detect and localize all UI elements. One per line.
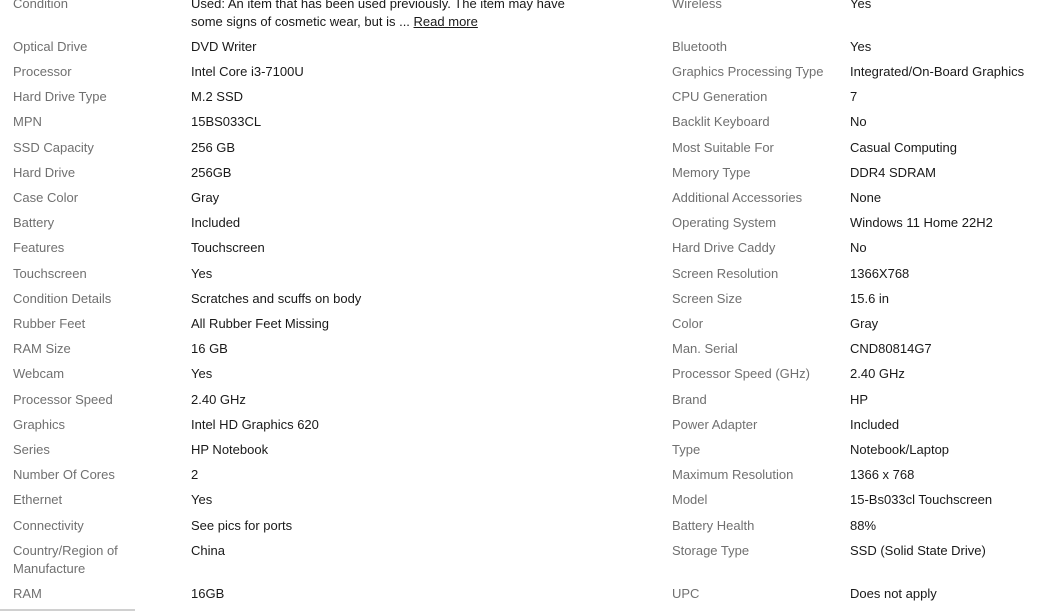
spec-value: No xyxy=(850,114,867,129)
spec-value: Notebook/Laptop xyxy=(850,442,950,457)
spec-value: All Rubber Feet Missing xyxy=(191,316,329,331)
spec-value: Casual Computing xyxy=(850,140,957,155)
spec-label: RAM xyxy=(13,586,42,601)
spec-label: Ethernet xyxy=(13,492,63,507)
spec-label: Brand xyxy=(672,392,707,407)
spec-value: Included xyxy=(191,215,241,230)
spec-label: Man. Serial xyxy=(672,341,738,356)
spec-label: Case Color xyxy=(13,190,79,205)
section-divider xyxy=(0,609,135,611)
spec-label: Power Adapter xyxy=(672,417,758,432)
spec-label: Battery xyxy=(13,215,55,230)
spec-value: Does not apply xyxy=(850,586,937,601)
spec-label: UPC xyxy=(672,586,700,601)
spec-label: Processor Speed xyxy=(13,392,113,407)
spec-label: Condition Details xyxy=(13,291,112,306)
spec-value: DVD Writer xyxy=(191,39,257,54)
spec-label: Additional Accessories xyxy=(672,190,803,205)
spec-label: Type xyxy=(672,442,701,457)
spec-label: Bluetooth xyxy=(672,39,727,54)
spec-value: 7 xyxy=(850,89,858,104)
spec-value: Gray xyxy=(191,190,220,205)
spec-label: Processor xyxy=(13,64,72,79)
spec-value: 16GB xyxy=(191,586,225,601)
spec-value: China xyxy=(191,543,225,558)
spec-value: DDR4 SDRAM xyxy=(850,165,936,180)
spec-value: 2.40 GHz xyxy=(191,392,246,407)
spec-label: Backlit Keyboard xyxy=(672,114,770,129)
spec-value: HP Notebook xyxy=(191,442,269,457)
spec-label: Storage Type xyxy=(672,543,750,558)
spec-label: Maximum Resolution xyxy=(672,467,794,482)
spec-label: Hard Drive Caddy xyxy=(672,240,776,255)
spec-value: 2 xyxy=(191,467,199,482)
spec-value: 15-Bs033cl Touchscreen xyxy=(850,492,993,507)
spec-label: Screen Resolution xyxy=(672,266,779,281)
spec-label: Series xyxy=(13,442,50,457)
spec-value: Intel HD Graphics 620 xyxy=(191,417,319,432)
spec-value: HP xyxy=(850,392,869,407)
spec-value: 2.40 GHz xyxy=(850,366,905,381)
spec-label: Hard Drive xyxy=(13,165,76,180)
spec-value: 15.6 in xyxy=(850,291,890,306)
spec-label: SSD Capacity xyxy=(13,140,94,155)
spec-value: 256 GB xyxy=(191,140,236,155)
spec-value: Yes xyxy=(191,266,213,281)
spec-label: Number Of Cores xyxy=(13,467,115,482)
spec-value: 16 GB xyxy=(191,341,228,356)
spec-label: Connectivity xyxy=(13,518,84,533)
spec-label: Condition xyxy=(13,0,68,11)
spec-value: No xyxy=(850,240,867,255)
spec-value: Yes xyxy=(850,39,872,54)
spec-label: Features xyxy=(13,240,65,255)
spec-value: Yes xyxy=(191,492,213,507)
spec-label: RAM Size xyxy=(13,341,71,356)
spec-value: Touchscreen xyxy=(191,240,265,255)
spec-label: Model xyxy=(672,492,708,507)
spec-label: Optical Drive xyxy=(13,39,88,54)
spec-label: Most Suitable For xyxy=(672,140,774,155)
spec-value: Included xyxy=(850,417,900,432)
spec-value: Windows 11 Home 22H2 xyxy=(850,215,993,230)
spec-label: Touchscreen xyxy=(13,266,87,281)
spec-label: Hard Drive Type xyxy=(13,89,107,104)
spec-label: Wireless xyxy=(672,0,722,11)
spec-value-condition xyxy=(191,0,591,30)
spec-value: CND80814G7 xyxy=(850,341,932,356)
spec-value: 15BS033CL xyxy=(191,114,262,129)
spec-label: Country/Region of Manufacture xyxy=(13,543,118,576)
spec-value: None xyxy=(850,190,882,205)
spec-value: Yes xyxy=(850,0,872,11)
spec-value: 1366X768 xyxy=(850,266,910,281)
spec-value: 1366 x 768 xyxy=(850,467,915,482)
spec-value: Intel Core i3-7100U xyxy=(191,64,304,79)
spec-label: Battery Health xyxy=(672,518,755,533)
spec-value: M.2 SSD xyxy=(191,89,244,104)
spec-value: Integrated/On-Board Graphics xyxy=(850,64,1025,79)
spec-value: SSD (Solid State Drive) xyxy=(850,543,986,558)
read-more-link[interactable]: Read more xyxy=(413,13,478,29)
spec-label: Processor Speed (GHz) xyxy=(672,366,810,381)
spec-label: Graphics Processing Type xyxy=(672,64,824,79)
spec-label: CPU Generation xyxy=(672,89,768,104)
spec-value: 88% xyxy=(850,518,877,533)
spec-label: MPN xyxy=(13,114,42,129)
spec-value: Scratches and scuffs on body xyxy=(191,291,362,306)
spec-value: Gray xyxy=(850,316,879,331)
spec-value: Yes xyxy=(191,366,213,381)
condition-description: Used: An item that has been used previously. The item may have some signs of cosmetic wear, but is ... xyxy=(191,0,565,29)
spec-label: Rubber Feet xyxy=(13,316,86,331)
spec-value: See pics for ports xyxy=(191,518,293,533)
spec-label: Operating System xyxy=(672,215,777,230)
spec-label: Webcam xyxy=(13,366,65,381)
spec-label: Color xyxy=(672,316,704,331)
spec-value: 256GB xyxy=(191,165,232,180)
spec-label: Graphics xyxy=(13,417,66,432)
spec-label: Memory Type xyxy=(672,165,751,180)
spec-label: Screen Size xyxy=(672,291,743,306)
